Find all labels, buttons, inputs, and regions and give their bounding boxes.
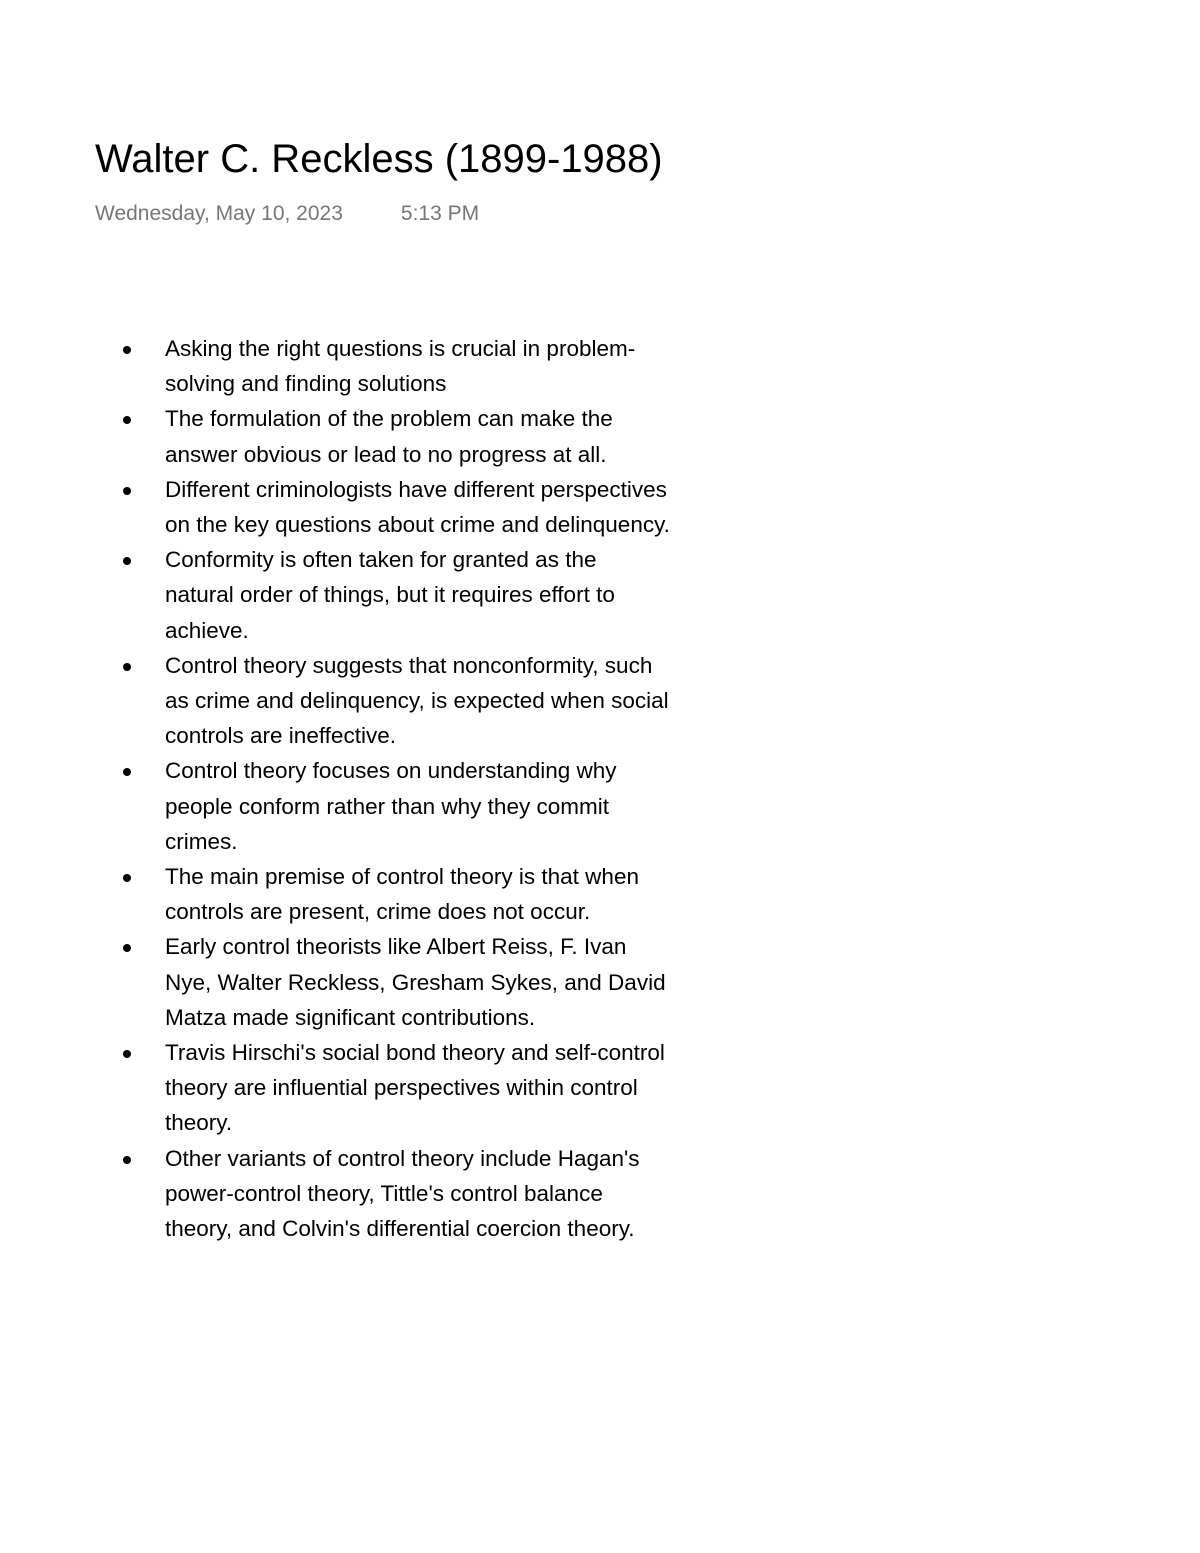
list-item-text: Other variants of control theory include Hagan's power-control theory, Tittle's control balance theory, and Colvin's differential coercion theory. (165, 1145, 640, 1242)
list-item (0, 331, 670, 401)
bullet-dot-icon (123, 1050, 131, 1058)
note-body (0, 331, 1200, 1437)
list-item (0, 753, 670, 859)
bullet-dot-icon (123, 487, 131, 495)
list-item-text: Control theory focuses on understanding why people conform rather than why they commit crimes. (165, 758, 617, 854)
list-item (0, 401, 670, 471)
bullet-dot-icon (123, 944, 131, 952)
list-item (0, 472, 670, 542)
bullet-list (0, 331, 1200, 1246)
bullet-dot-icon (123, 768, 131, 776)
list-item (0, 1141, 670, 1247)
list-item (0, 648, 670, 754)
bullet-dot-icon (123, 663, 131, 671)
note-date: Wednesday, May 10, 2023 (95, 202, 343, 225)
bullet-dot-icon (123, 874, 131, 882)
page-title: Walter C. Reckless (1899-1988) (95, 137, 663, 181)
note-time: 5:13 PM (400, 202, 480, 225)
bullet-dot-icon (123, 557, 131, 565)
list-item-text: The main premise of control theory is that when controls are present, crime does not occur. (165, 864, 639, 925)
list-item (0, 542, 670, 648)
note-timestamp (95, 200, 479, 228)
list-item-text: Early control theorists like Albert Reiss, F. Ivan Nye, Walter Reckless, Gresham Sykes, and David Matza made significant contributions. (165, 934, 666, 1030)
list-item (0, 1035, 670, 1141)
list-item (0, 859, 670, 929)
list-item-text: Conformity is often taken for granted as the natural order of things, but it requires effort to achieve. (165, 547, 615, 643)
bullet-dot-icon (123, 1156, 131, 1164)
bullet-dot-icon (123, 416, 131, 424)
list-item-text: Travis Hirschi's social bond theory and self-control theory are influential perspectives within control theory. (165, 1040, 665, 1136)
list-item (0, 929, 670, 1035)
bullet-dot-icon (123, 346, 131, 354)
list-item-text: Control theory suggests that nonconformity, such as crime and delinquency, is expected when social controls are ineffective. (165, 652, 669, 749)
list-item-text: Different criminologists have different perspectives on the key questions about crime and delinquency. (165, 476, 670, 538)
list-item-text: Asking the right questions is crucial in problem-solving and finding solutions (165, 336, 636, 397)
list-item-text: The formulation of the problem can make the answer obvious or lead to no progress at all. (165, 406, 613, 467)
